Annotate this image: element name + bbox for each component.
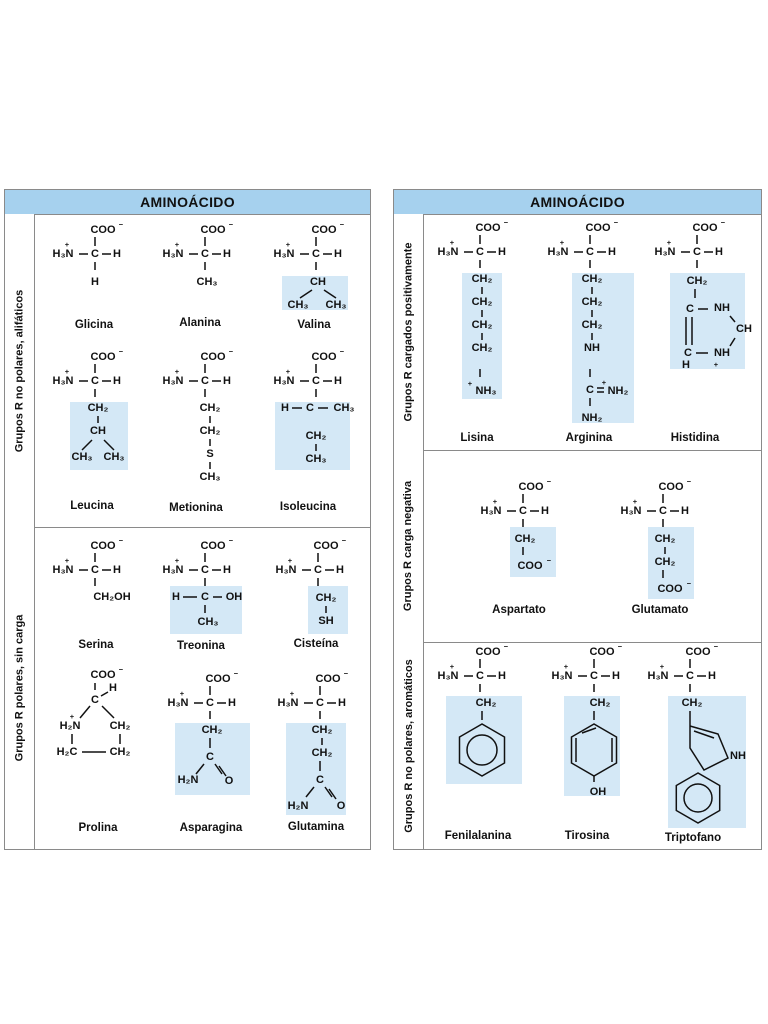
formula-text: CH₂ <box>681 696 703 709</box>
formula-text: C <box>206 696 214 709</box>
formula-text: CH₂ <box>654 555 676 568</box>
left-panel-header: AMINOÁCIDO <box>5 190 370 215</box>
formula-text: C <box>91 693 99 706</box>
formula-text: COO <box>200 223 226 236</box>
formula-text: CH₃ <box>103 450 125 463</box>
amino-acid-name-metionina: Metionina <box>169 502 223 514</box>
formula-text: COO <box>311 350 337 363</box>
formula-text: H <box>113 563 121 576</box>
formula-text: H <box>541 504 549 517</box>
charge-sign: + <box>64 239 70 249</box>
r-group-highlight <box>446 696 522 784</box>
formula-text: C <box>586 245 594 258</box>
formula-text: H <box>109 681 117 694</box>
formula-text: C <box>91 563 99 576</box>
formula-text: CH₃ <box>199 470 221 483</box>
formula-text: CH₂ <box>199 424 221 437</box>
formula-text: CH₂ <box>581 318 603 331</box>
formula-text: CH₂ <box>581 272 603 285</box>
formula-text: NH <box>714 346 730 359</box>
formula-text: H <box>336 563 344 576</box>
bond-line <box>80 706 90 718</box>
formula-text: H <box>223 247 231 260</box>
bond-line <box>102 706 114 718</box>
charge-sign: + <box>69 711 75 721</box>
formula-text: NH <box>730 749 746 762</box>
charge-sign: + <box>449 661 455 671</box>
formula-text: C <box>659 504 667 517</box>
formula-text: CH₂OH <box>93 590 131 603</box>
amino-acid-name-aspartato: Aspartato <box>492 604 546 616</box>
amino-acid-name-cisteina: Cisteína <box>293 638 339 650</box>
formula-text: C <box>519 504 527 517</box>
formula-text: H <box>338 696 346 709</box>
formula-text: C <box>91 374 99 387</box>
formula-text: H <box>682 358 690 371</box>
charge-sign: − <box>686 578 692 588</box>
group-label-text: Grupos R polares, sin carga <box>13 614 26 762</box>
group-label-text: Grupos R cargados positivamente <box>402 242 415 422</box>
amino-acid-name-isoleucina: Isoleucina <box>279 501 337 513</box>
formula-text: H₂N <box>59 719 81 732</box>
formula-text: O <box>336 799 346 812</box>
charge-sign: + <box>174 239 180 249</box>
formula-text: H₂N <box>177 773 199 786</box>
charge-sign: − <box>503 217 509 227</box>
formula-text: C <box>693 245 701 258</box>
amino-acid-name-alanina: Alanina <box>179 317 221 329</box>
formula-text: C <box>206 750 214 763</box>
formula-text: CH <box>736 322 752 335</box>
formula-text: COO <box>475 645 501 658</box>
formula-text: CH₂ <box>581 295 603 308</box>
formula-text: CH₃ <box>287 298 309 311</box>
amino-acid-name-histidina: Histidina <box>670 432 720 444</box>
formula-text: CH₃ <box>197 615 219 628</box>
formula-text: C <box>684 346 692 359</box>
formula-text: COO <box>90 539 116 552</box>
charge-sign: − <box>118 219 124 229</box>
charge-sign: − <box>617 641 623 651</box>
charge-sign: + <box>179 688 185 698</box>
amino-acid-name-glutamina: Glutamina <box>287 821 345 833</box>
amino-acid-name-glicina: Glicina <box>74 319 114 331</box>
formula-text: H₃N <box>547 245 569 258</box>
structures <box>53 218 752 823</box>
formula-text: CH₂ <box>199 401 221 414</box>
formula-text: H₃N <box>167 696 189 709</box>
formula-text: O <box>224 774 234 787</box>
formula-text: SH <box>318 614 334 627</box>
formula-text: COO <box>313 539 339 552</box>
formula-text: C <box>201 590 209 603</box>
formula-text: H <box>281 401 289 414</box>
formula-text: COO <box>517 559 543 572</box>
charge-sign: − <box>228 535 234 545</box>
charge-sign: + <box>289 688 295 698</box>
amino-acid-name-asparagina: Asparagina <box>179 822 243 834</box>
charge-sign: − <box>339 219 345 229</box>
formula-text: C <box>201 374 209 387</box>
formula-text: CH₂ <box>305 429 327 442</box>
charge-sign: + <box>467 378 473 388</box>
formula-text: CH₂ <box>315 591 337 604</box>
amino-acid-name-serina: Serina <box>78 639 114 651</box>
formula-text: H <box>334 374 342 387</box>
formula-text: CH₂ <box>471 341 493 354</box>
group-label-text: Grupos R carga negativa <box>402 480 415 612</box>
formula-text: CH <box>310 275 326 288</box>
formula-text: CH₂ <box>654 532 676 545</box>
formula-text: CH₂ <box>87 401 109 414</box>
formula-text: C <box>91 247 99 260</box>
charge-sign: − <box>503 641 509 651</box>
formula-text: H₂N <box>287 799 309 812</box>
formula-text: CH₂ <box>475 696 497 709</box>
formula-text: COO <box>692 221 718 234</box>
amino-acid-name-lisina: Lisina <box>460 432 494 444</box>
charge-sign: + <box>174 366 180 376</box>
formula-text: CH₂ <box>589 696 611 709</box>
formula-text: CH₃ <box>71 450 93 463</box>
formula-text: H <box>113 247 121 260</box>
formula-text: H₃N <box>647 669 669 682</box>
amino-acid-name-prolina: Prolina <box>78 822 118 834</box>
charge-sign: + <box>285 239 291 249</box>
charge-sign: + <box>64 366 70 376</box>
formula-text: COO <box>658 480 684 493</box>
amino-acid-name-arginina: Arginina <box>565 432 613 444</box>
right-panel-header: AMINOÁCIDO <box>394 190 761 215</box>
formula-text: CH₂ <box>109 745 131 758</box>
charge-sign: − <box>341 535 347 545</box>
formula-text: H₃N <box>162 374 184 387</box>
charge-sign: + <box>285 366 291 376</box>
amino-acid-name-glutamato: Glutamato <box>631 604 689 616</box>
formula-text: H₃N <box>162 563 184 576</box>
charge-sign: + <box>559 237 565 247</box>
charge-sign: − <box>118 664 124 674</box>
group-label-text: Grupos R no polares, aromáticos <box>402 658 415 833</box>
formula-text: H₃N <box>273 247 295 260</box>
formula-text: C <box>590 669 598 682</box>
charge-sign: + <box>287 555 293 565</box>
formula-text: C <box>312 374 320 387</box>
formula-text: NH₂ <box>607 384 629 397</box>
formula-text: CH₂ <box>311 723 333 736</box>
formula-text: H₃N <box>52 374 74 387</box>
formula-text: CH₂ <box>471 272 493 285</box>
formula-text: H₃N <box>277 696 299 709</box>
formula-text: CH₂ <box>201 723 223 736</box>
amino-acid-name-fenilalanina: Fenilalanina <box>444 830 512 842</box>
formula-text: H <box>681 504 689 517</box>
formula-text: H₃N <box>480 504 502 517</box>
formula-text: COO <box>585 221 611 234</box>
formula-text: C <box>314 563 322 576</box>
formula-text: H <box>608 245 616 258</box>
formula-text: OH <box>589 785 607 798</box>
formula-text: NH₂ <box>581 411 603 424</box>
formula-text: CH₃ <box>196 275 218 288</box>
charge-sign: − <box>228 219 234 229</box>
charge-sign: − <box>228 346 234 356</box>
formula-text: CH₃ <box>305 452 327 465</box>
formula-text: H <box>113 374 121 387</box>
formula-text: C <box>312 247 320 260</box>
formula-text: C <box>686 669 694 682</box>
formula-text: H₃N <box>52 247 74 260</box>
formula-text: H₃N <box>620 504 642 517</box>
charge-sign: − <box>343 668 349 678</box>
amino-acid-name-tirosina: Tirosina <box>564 830 610 842</box>
formula-text: H₃N <box>52 563 74 576</box>
formula-text: H <box>228 696 236 709</box>
formula-text: COO <box>200 350 226 363</box>
formula-text: CH₂ <box>471 295 493 308</box>
charge-sign: + <box>659 661 665 671</box>
charge-sign: − <box>339 346 345 356</box>
formula-text: COO <box>90 350 116 363</box>
amino-acid-name-valina: Valina <box>297 319 331 331</box>
formula-text: H₃N <box>437 669 459 682</box>
amino-acid-name-treonina: Treonina <box>177 640 225 652</box>
formula-text: H <box>498 669 506 682</box>
formula-text: H₃N <box>437 245 459 258</box>
formula-text: CH₂ <box>471 318 493 331</box>
formula-text: H <box>172 590 180 603</box>
charge-sign: + <box>666 237 672 247</box>
formula-text: COO <box>685 645 711 658</box>
charge-sign: + <box>64 555 70 565</box>
formula-text: H <box>223 563 231 576</box>
formula-text: C <box>686 302 694 315</box>
formula-text: H₃N <box>162 247 184 260</box>
bond-line <box>101 692 108 696</box>
formula-text: COO <box>90 223 116 236</box>
formula-text: C <box>586 383 594 396</box>
formula-text: H <box>223 374 231 387</box>
formula-text: H <box>708 669 716 682</box>
formula-text: NH₃ <box>475 384 497 397</box>
group-label-text: Grupos R no polares, alifáticos <box>13 289 26 452</box>
charge-sign: + <box>713 359 719 369</box>
formula-text: NH <box>714 301 730 314</box>
formula-text: CH₃ <box>333 401 355 414</box>
formula-text: C <box>316 773 324 786</box>
formula-text: C <box>201 247 209 260</box>
formula-text: CH₂ <box>686 274 708 287</box>
formula-text: H <box>91 275 99 288</box>
charge-sign: + <box>563 661 569 671</box>
formula-text: COO <box>518 480 544 493</box>
formula-text: COO <box>657 582 683 595</box>
charge-sign: − <box>546 476 552 486</box>
charge-sign: − <box>686 476 692 486</box>
charge-sign: − <box>720 217 726 227</box>
charge-sign: − <box>233 668 239 678</box>
formula-text: CH₃ <box>325 298 347 311</box>
formula-text: C <box>476 669 484 682</box>
formula-text: C <box>316 696 324 709</box>
charge-sign: − <box>118 346 124 356</box>
formula-text: H₃N <box>275 563 297 576</box>
formula-text: COO <box>475 221 501 234</box>
formula-text: CH₂ <box>514 532 536 545</box>
formula-text: H₃N <box>551 669 573 682</box>
formula-text: NH <box>584 341 600 354</box>
charge-sign: + <box>174 555 180 565</box>
formula-text: OH <box>225 590 243 603</box>
formula-text: C <box>306 401 314 414</box>
formula-text: H <box>334 247 342 260</box>
charge-sign: − <box>546 555 552 565</box>
charge-sign: + <box>632 496 638 506</box>
formula-text: CH <box>90 424 106 437</box>
formula-text: COO <box>589 645 615 658</box>
formula-text: COO <box>90 668 116 681</box>
charge-sign: − <box>713 641 719 651</box>
formula-text: H₂C <box>56 745 78 758</box>
formula-text: S <box>206 447 214 460</box>
formula-text: COO <box>311 223 337 236</box>
amino-acid-name-triptofano: Triptofano <box>664 832 722 844</box>
formula-text: COO <box>205 672 231 685</box>
amino-acid-name-leucina: Leucina <box>70 500 114 512</box>
formula-text: C <box>476 245 484 258</box>
formula-text: COO <box>200 539 226 552</box>
charge-sign: + <box>492 496 498 506</box>
formula-text: H <box>498 245 506 258</box>
charge-sign: − <box>613 217 619 227</box>
charge-sign: + <box>601 377 607 387</box>
charge-sign: − <box>118 535 124 545</box>
formula-text: H <box>612 669 620 682</box>
formula-text: CH₂ <box>311 746 333 759</box>
formula-text: COO <box>315 672 341 685</box>
formula-text: H <box>715 245 723 258</box>
formula-text: C <box>201 563 209 576</box>
charge-sign: + <box>449 237 455 247</box>
formula-text: H₃N <box>654 245 676 258</box>
formula-text: CH₂ <box>109 719 131 732</box>
formula-text: H₃N <box>273 374 295 387</box>
